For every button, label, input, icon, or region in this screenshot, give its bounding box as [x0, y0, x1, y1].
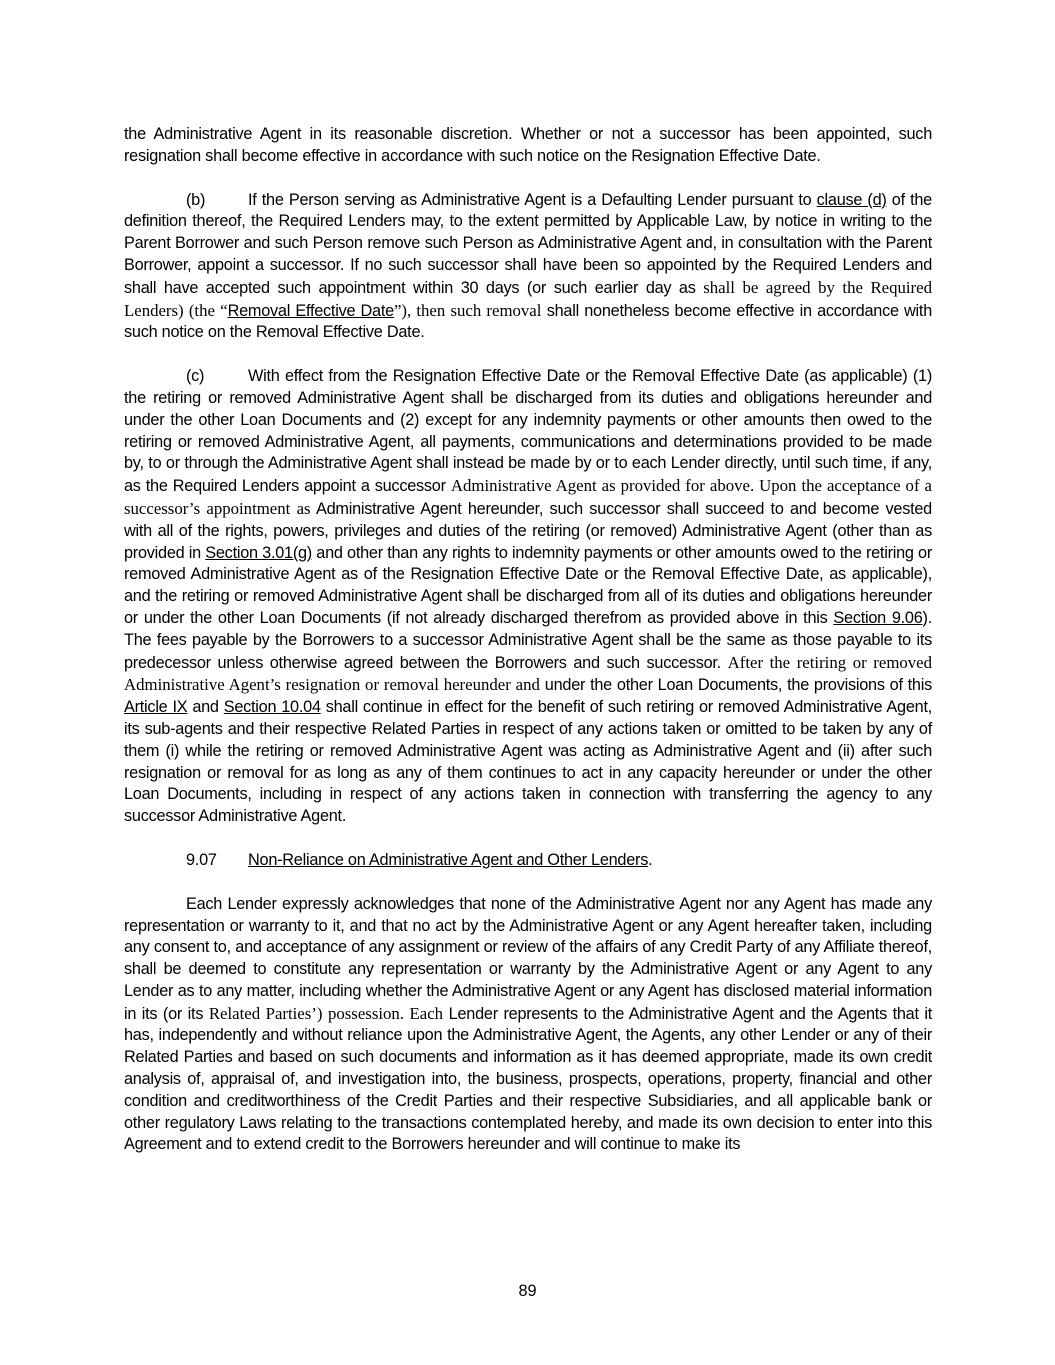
document-page	[124, 124, 932, 1156]
page-number: 89	[518, 1282, 537, 1300]
paragraph-b-text: shall be agreed by the Required Lenders) (the “	[124, 277, 932, 320]
paragraph-b-text: If the Person serving as Administrative Agent is a Defaulting Lender pursuant to	[248, 190, 817, 209]
paragraph-c-text: With effect from the Resignation Effective Date or the Removal Effective Date (as applicable) (1) the retiring or removed Administrative Agent shall be discharged from its duties and obligations hereunder and under the other Loan Documents and (2) except for any indemnity payments or other amounts then owed to the retiring or removed Administrative Agent, all payments, communications and determinations provided to be made by, to or through the Administrative Agent shall instead be made by or to each Lender directly, until such time, if any, as the Required Lenders appoint a successor	[124, 367, 932, 496]
paragraph-c	[124, 366, 932, 828]
paragraph-9-07-text: Lender represents to the Administrative Agent and the Agents that it has, independently and without reliance upon the Administrative Agent, the Agents, any other Lender or any of their Related Parties and based on such documents and information as it has deemed appropriate, made its own credit analysis of, appraisal of, and investigation into, the business, prospects, operations, property, financial and other condition and creditworthiness of the Credit Parties and their respective Subsidiaries, and all applicable bank or other regulatory Laws relating to the transactions contemplated hereby, and made its own decision to enter into this Agreement and to extend credit to the Borrowers hereunder and will continue to make its	[124, 1004, 932, 1154]
paragraph-c-text: shall continue in effect for the benefit of such retiring or removed Administrative Agent, its sub-agents and their respective Related Parties in respect of any actions taken or omitted to be taken by any of them (i) while the retiring or removed Administrative Agent was acting as Administrative Agent and (ii) after such resignation or removal for as long as any of them continues to act in any capacity hereunder or under the other Loan Documents, including in respect of any actions taken in connection with transferring the agency to any successor Administrative Agent.	[124, 698, 932, 826]
intro-paragraph	[124, 124, 932, 168]
section-3-01g-reference: Section 3.01(g)	[205, 543, 312, 562]
section-title: Non-Reliance on Administrative Agent and Other Lenders	[248, 850, 649, 869]
paragraph-c-text: After the retiring or removed Administrative Agent’s resignation or removal hereunder and	[124, 652, 932, 695]
section-title-period: .	[648, 850, 653, 869]
paragraph-c-text: Administrative Agent hereunder, such successor shall succeed to and become vested with all of the rights, powers, privileges and duties of the retiring (or removed) Administrative Agent (other than as provided in	[124, 499, 932, 562]
section-heading	[124, 850, 932, 872]
paragraph-c-label: (c)	[186, 367, 205, 386]
section-9-06-reference: Section 9.06	[833, 608, 923, 627]
paragraph-9-07-text: Related Parties’) possession. Each	[208, 1003, 444, 1023]
paragraph-c-text: Administrative Agent as provided for above. Upon the acceptance of a successor’s appointment as	[124, 476, 932, 518]
removal-effective-date-term: Removal Effective Date	[227, 301, 394, 320]
paragraph-b-label: (b)	[186, 190, 206, 209]
paragraph-9-07	[124, 894, 932, 1157]
paragraph-c-text: ). The fees payable by the Borrowers to a successor Administrative Agent shall be the same as those payable to its predecessor unless otherwise agreed between the Borrowers and such successor.	[124, 608, 932, 672]
paragraph-c-text: and other than any rights to indemnity payments or other amounts owed to the retiring or removed Administrative Agent as of the Resignation Effective Date or the Removal Effective Date, as applicable), and the retiring or removed Administrative Agent shall be discharged from all of its duties and obligations hereunder or under the other Loan Documents (if not already discharged therefrom as provided above in this	[124, 543, 933, 627]
paragraph-b-text: shall nonetheless become effective in accordance with such notice on the Removal Effective Date.	[124, 301, 932, 342]
article-ix-reference: Article IX	[124, 698, 188, 717]
paragraph-b-text: of the definition thereof, the Required Lenders may, to the extent permitted by Applicable Law, by notice in writing to the Parent Borrower and such Person remove such Person as Administrative Agent and, in consultation with the Parent Borrower, appoint a successor. If no such successor shall have been so appointed by the Required Lenders and shall have accepted such appointment within 30 days (or such earlier day as	[124, 190, 932, 297]
paragraph-c-text: and	[187, 698, 224, 717]
section-10-04-reference: Section 10.04	[223, 698, 321, 717]
paragraph-b	[124, 190, 932, 345]
paragraph-c-text: under the other Loan Documents, the provisions of this	[539, 676, 932, 695]
intro-text: the Administrative Agent in its reasonable discretion. Whether or not a successor has been appointed, such resignation shall become effective in accordance with such notice on the Resignation Effective Date.	[124, 125, 932, 165]
paragraph-b-text: ”), then such removal	[393, 300, 542, 320]
clause-d-reference: clause (d)	[816, 190, 887, 209]
paragraph-9-07-text: Each Lender expressly acknowledges that none of the Administrative Agent nor any Agent has made any representation or warranty to it, and that no act by the Administrative Agent or any Agent hereafter taken, including any consent to, and acceptance of any assignment or review of the affairs of any Credit Party of any Affiliate thereof, shall be deemed to constitute any representation or warranty by the Administrative Agent or any Agent to any Lender as to any matter, including whether the Administrative Agent or any Agent has disclosed material information in its (or its	[124, 894, 932, 1023]
section-number: 9.07	[186, 850, 217, 869]
